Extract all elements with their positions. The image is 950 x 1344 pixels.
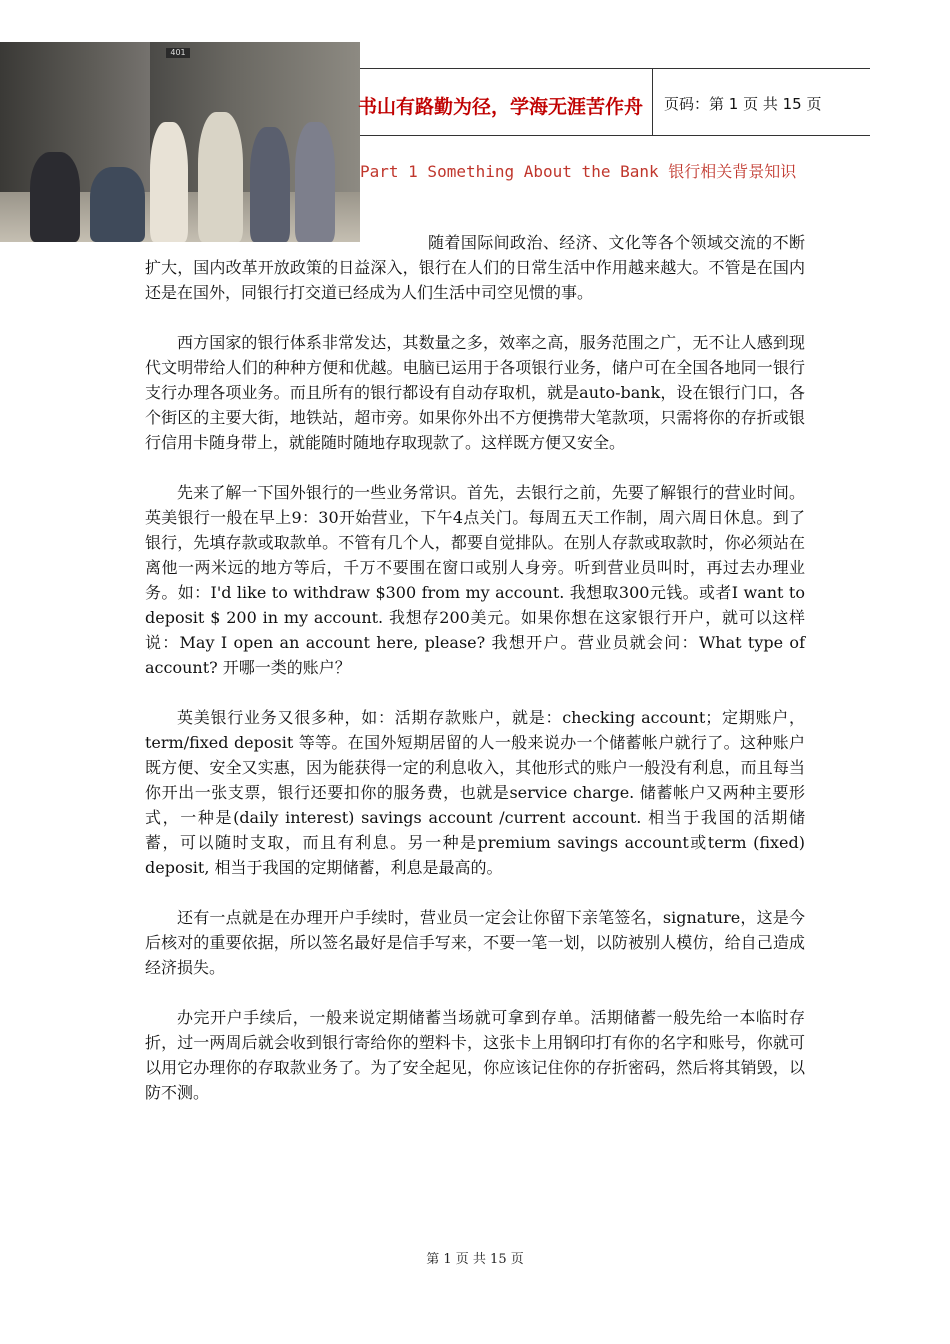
- paragraph: 先来了解一下国外银行的一些业务常识。首先，去银行之前，先要了解银行的营业时间。英美银行一般在早上9：30开始营业，下午4点关门。每周五天工作制，周六周日休息。到了银行，先填存款或取款单。不管有几个人，都要自觉排队。在别人存款或取款时，你必须站在离他一两米远的地方等后，千万不要围在窗口或别人身旁。听到营业员叫时，再过去办理业务。如：I'd like to withdraw $300 from my account. 我想取300元钱。或者I want to deposit $ 200 in my account. 我想存200美元。如果你想在这家银行开户，就可以这样说：May I open an account here, please? 我想开户。营业员就会问：What type of account? 开哪一类的账户？: [145, 483, 805, 677]
- paragraph: 西方国家的银行体系非常发达，其数量之多，效率之高，服务范围之广，无不让人感到现代文明带给人们的种种方便和优越。电脑已运用于各项银行业务，储户可在全国各地同一银行支行办理各项业务。而且所有的银行都设有自动存取机，就是auto-bank，设在银行门口，各个街区的主要大街，地铁站，超市旁。如果你外出不方便携带大笔款项，只需将你的存折或银行信用卡随身带上，就能随时随地存取现款了。这样既方便又安全。: [145, 333, 805, 452]
- article-body: [145, 230, 805, 1130]
- header-rule-top: [360, 68, 870, 69]
- photo-person: [30, 152, 80, 242]
- photo-person: [295, 122, 335, 242]
- photo-person: [198, 112, 243, 242]
- paragraph: 还有一点就是在办理开户手续时，营业员一定会让你留下亲笔签名，signature，这是今后核对的重要依据，所以签名最好是信手写来，不要一笔一划，以防被别人模仿，给自己造成经济损失。: [145, 908, 805, 977]
- section-title: Part 1 Something About the Bank 银行相关背景知识: [360, 162, 797, 181]
- page-footer: 第 1 页 共 15 页: [426, 1252, 524, 1267]
- bank-queue-photo: [0, 42, 360, 242]
- header-divider: [652, 68, 653, 136]
- photo-person: [90, 167, 145, 242]
- photo-person: [150, 122, 188, 242]
- paragraph: 随着国际间政治、经济、文化等各个领域交流的不断扩大，国内改革开放政策的日益深入，银行在人们的日常生活中作用越来越大。不管是在国内还是在国外，同银行打交道已经成为人们生活中司空见惯的事。: [145, 233, 805, 302]
- paragraph: 办完开户手续后，一般来说定期储蓄当场就可拿到存单。活期储蓄一般先给一本临时存折，过一两周后就会收到银行寄给你的塑料卡，这张卡上用钢印打有你的名字和账号，你就可以用它办理你的存取款业务了。为了安全起见，你应该记住你的存折密码，然后将其销毁，以防不测。: [145, 1008, 805, 1102]
- header-page-info: 页码：第 1 页 共 15 页: [664, 95, 822, 113]
- header-motto: 书山有路勤为径，学海无涯苦作舟: [358, 96, 644, 118]
- photo-sign: [166, 48, 190, 58]
- header-rule-bottom: [360, 135, 870, 136]
- paragraph: 英美银行业务又很多种，如：活期存款账户，就是：checking account；定期账户，term/fixed deposit 等等。在国外短期居留的人一般来说办一个储蓄帐户就行了。这种账户既方便、安全又实惠，因为能获得一定的利息收入，其他形式的账户一般没有利息，而且每当你开出一张支票，银行还要扣你的服务费，也就是service charge. 储蓄帐户又两种主要形式，一种是(daily interest) savings account /current account. 相当于我国的活期储蓄，可以随时支取，而且有利息。另一种是premium savings account或term (fixed) deposit, 相当于我国的定期储蓄，利息是最高的。: [145, 708, 805, 877]
- photo-sign-text: 401: [170, 48, 186, 57]
- photo-person: [250, 127, 290, 242]
